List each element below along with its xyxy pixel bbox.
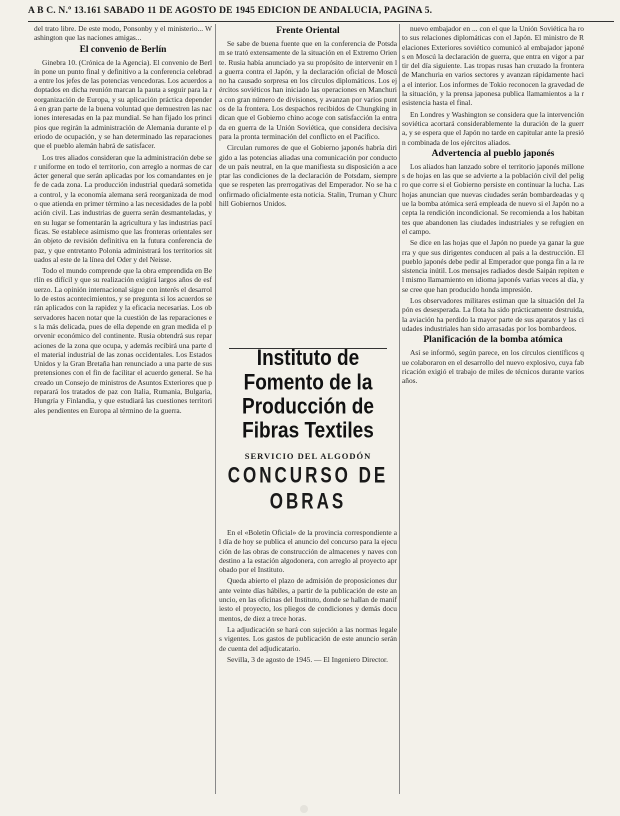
article-paragraph: Los aliados han lanzado sobre el territorio japonés millones de hojas en las que se advierte a la población civil del peligro que corre si el Gobierno persiste en continuar la lucha. Las hojas anuncian que nuevas ciudades serán bombardeadas y que la bomba atómica será empleada de nuevo si el Japón no acepta la rendición incondicional. Se recomienda a los habitantes que abandonen las ciudades industriales y se refugien en el campo. bbox=[402, 161, 584, 236]
article-paragraph: Queda abierto el plazo de admisión de proposiciones durante veinte días hábiles, a partir de la publicación de este anuncio, en las oficinas del Instituto, donde se hallan de manifiesto el proyecto, los pliegos de condiciones y demás documentos, de diez a trece horas. bbox=[219, 576, 397, 623]
ink-spot bbox=[300, 805, 308, 813]
article-paragraph: Se dice en las hojas que el Japón no puede ya ganar la guerra y que sus dirigentes conducen al país a la destrucción. El pueblo japonés debe pedir al Emperador que ponga fin a la resistencia inútil. Los mensajes radiados desde Saipán repiten el mismo llamamiento en idioma japonés varias veces al día, y se cree que han producido honda impresión. bbox=[402, 238, 584, 294]
article-paragraph: Los observadores militares estiman que la situación del Japón es desesperada. La flota ha sido prácticamente destruida, la aviación ha perdido la mayor parte de sus aparatos y las ciudades industriales han sido arrasadas por los bombardeos. bbox=[402, 296, 584, 333]
lead-fragment: del trato libre. De este modo, Ponsonby y el ministerio... Washington que las naciones amigas... bbox=[34, 24, 212, 43]
article-paragraph: Los tres aliados consideran que la administración debe ser uniforme en todo el territorio, con arreglo a normas de carácter general que serán aplicadas por los comandantes en jefe de cada zona. La producción industrial quedará sometida a control, y la economía alemana será reorganizada de modo que atienda en primer término a las necesidades de la población civil. Las industrias de guerra serán desmanteladas, y en su lugar se fomentarán la agricultura y las industrias pacíficas. Se establece asimismo que las fronteras orientales serán objeto de revisión definitiva en la futura conferencia de paz, y que entretanto Polonia administrará los territorios situados al este de la línea del Oder y del Neisse. bbox=[34, 152, 212, 264]
advertisement bbox=[219, 344, 397, 524]
column-1 bbox=[34, 24, 212, 794]
article-heading: Frente Oriental bbox=[276, 26, 340, 36]
article-paragraph: Circulan rumores de que el Gobierno japonés habría dirigido a las potencias aliadas una comunicación por conducto de un país neutral, en la que manifiesta su disposición a aceptar las condiciones de la declaración de Potsdam, siempre que se respeten las prerrogativas del Emperador. No se ha confirmado oficialmente esta noticia. Stalin, Truman y Churchill Gobiernos Unidos. bbox=[219, 143, 397, 209]
article-paragraph: En Londres y Washington se considera que la intervención soviética acortará considerablemente la duración de la guerra, y se espera que el Japón no tarde en capitular ante la presión combinada de los ejércitos aliados. bbox=[402, 109, 584, 147]
header-rule bbox=[28, 21, 614, 22]
article-paragraph: nuevo embajador en ... con el que la Unión Soviética ha roto sus relaciones diplomáticas con el Japón. El ministro de Relaciones Exteriores soviético comunicó al embajador japonés en Moscú la declaración de guerra, que entra en vigor a partir del día siguiente. Las tropas rusas han cruzado la frontera de Manchuria en varios sectores y avanzan rápidamente hacia el interior. Los informes de Tokio reconocen la gravedad de la situación, y la prensa japonesa publica llamamientos a la resistencia hasta el final. bbox=[402, 24, 584, 108]
article-heading: El convenio de Berlín bbox=[79, 44, 167, 55]
article-paragraph: En el «Boletín Oficial» de la provincia correspondiente al día de hoy se publica el anuncio del concurso para la ejecución de las obras de construcción de almacenes y naves con destino a la estación algodonera, con arreglo al proyecto aprobado por el Instituto. bbox=[219, 528, 397, 575]
column-2-bottom bbox=[219, 528, 397, 796]
article-paragraph: La adjudicación se hará con sujeción a las normas legales vigentes. Los gastos de publicación de este anuncio serán de cuenta del adjudicatario. bbox=[219, 624, 397, 653]
article-paragraph: Así se informó, según parece, en los círculos científicos que colaboraron en el desarrollo del nuevo explosivo, cuya fabricación exigió el trabajo de miles de técnicos durante varios años. bbox=[402, 348, 584, 386]
article-heading: Planificación de la bomba atómica bbox=[423, 335, 563, 346]
article-paragraph: Ginebra 10. (Crónica de la Agencia). El convenio de Berlín pone un punto final y definitivo a la conferencia celebrada entre los jefes de las potencias vencedoras. Los acuerdos adoptados en dicha reunión marcan la pauta a seguir para la reorganización de Europa, y su aplicación práctica dependerá en gran parte de la buena voluntad que demuestren las naciones interesadas en la paz mundial. Se han fijado los principios que regirán la administración de Alemania durante el periodo de ocupación, y se han determinado las reparaciones que el pueblo alemán habrá de satisfacer. bbox=[34, 57, 212, 151]
column-3 bbox=[402, 24, 584, 794]
column-2 bbox=[219, 24, 397, 324]
ad-service: SERVICIO DEL ALGODÓN bbox=[244, 451, 372, 461]
ad-title: Instituto de Fomento de la Producción de Fibras Textiles bbox=[242, 346, 374, 444]
article-paragraph: Se sabe de buena fuente que en la conferencia de Potsdam se trató extensamente de la situación en el Extremo Oriente. Rusia había anunciado ya su propósito de intervenir en la guerra contra el Japón, y la declaración oficial de Moscú no ha causado sorpresa en los círculos diplomáticos. Los ejércitos soviéticos han iniciado las operaciones en Manchuria con gran número de divisiones, y avanzan por varios puntos de la frontera. Los despachos recibidos de Chungking indican que el Gobierno chino acoge con satisfacción la entrada en guerra de la Unión Soviética, que considera decisiva para la pronta terminación del conflicto en el Pacífico. bbox=[219, 39, 397, 141]
article-paragraph: Sevilla, 3 de agosto de 1945. — El Ingeniero Director. bbox=[227, 654, 388, 664]
column-divider bbox=[215, 24, 216, 794]
ad-concurso: CONCURSO DE OBRAS bbox=[227, 463, 389, 514]
running-head: A B C. N.º 13.161 SÁBADO 11 DE AGOSTO DE 1945 EDICIÓN DE ANDALUCÍA, PÁGINA 5. bbox=[28, 6, 433, 16]
column-divider bbox=[399, 24, 400, 794]
article-paragraph: Todo el mundo comprende que la obra emprendida en Berlín es difícil y que su realización exigirá largos años de esfuerzo. La opinión internacional sigue con interés el desarrollo de estos acontecimientos, y se pregunta si los acuerdos serán aplicados con la rapidez y la eficacia necesarias. Los observadores hacen notar que la cuestión de las reparaciones es la más delicada, pues de ella depende en gran medida el porvenir económico del continente. Rusia obtendrá sus reparaciones de la zona que ocupa, y además recibirá una parte del material industrial de las zonas occidentales. Los Estados Unidos y la Gran Bretaña han renunciado a una parte de sus pretensiones con el fin de facilitar el acuerdo general. Se ha creado un Consejo de ministros de Asuntos Exteriores que preparará los tratados de paz con Italia, Rumania, Bulgaria, Hungría y Finlandia, y que estudiará las cuestiones territoriales pendientes en Europa al término de la guerra. bbox=[34, 266, 212, 415]
article-heading: Advertencia al pueblo japonés bbox=[431, 148, 555, 159]
